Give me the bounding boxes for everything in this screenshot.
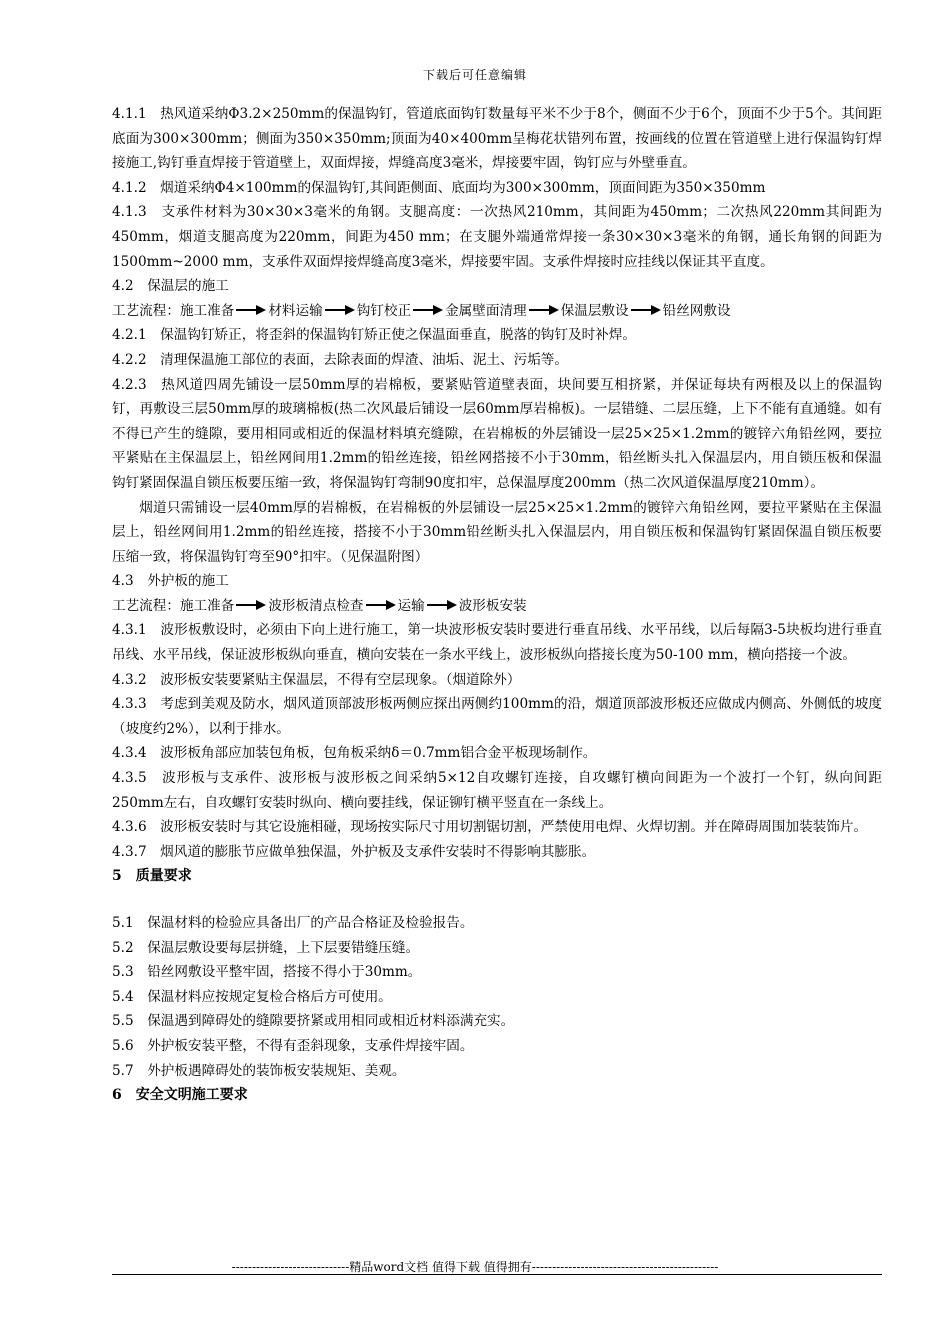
flow-step: 施工准备 — [179, 597, 235, 614]
section-5-heading: 5 质量要求 — [112, 868, 192, 885]
flow-step: 波形板清点检查 — [268, 597, 364, 614]
flow-step: 保温层敷设 — [560, 302, 629, 319]
document-body — [112, 102, 882, 1108]
flow-arrow-icon — [236, 600, 266, 610]
section-4-3-6: 4.3.6 波形板安装时与其它设施相碰，现场按实际尺寸用切割锯切割，严禁使用电焊、火焊切割。并在障碍周围加装装饰片。 — [112, 819, 868, 836]
flow-arrow-icon — [529, 305, 559, 315]
flow-step: 运输 — [397, 597, 425, 614]
footer-note: -----------------------------精品word文档 值得下载 值得拥有---------------------------------------------- — [231, 1260, 719, 1274]
quality-item: 5.3 铅丝网敷设平整牢固，搭接不得小于30mm。 — [112, 964, 422, 981]
quality-item: 5.5 保温遇到障碍处的缝隙要挤紧或用相同或相近材料添满充实。 — [112, 1013, 515, 1030]
section-6-heading: 6 安全文明施工要求 — [112, 1087, 248, 1104]
flow-arrow-icon — [631, 305, 661, 315]
quality-item: 5.2 保温层敷设要每层拼缝，上下层要错缝压缝。 — [112, 939, 420, 956]
section-4-3-1: 4.3.1 波形板敷设时，必须由下向上进行施工，第一块波形板安装时要进行垂直吊线、水平吊线，以后每隔3-5块板均进行垂直吊线、水平吊线，保证波形板纵向垂直，横向安装在一条水平线上，波形板纵向搭接长度为50-100 mm，横向搭接一个波。 — [112, 622, 882, 664]
section-4-3-title: 4.3 外护板的施工 — [112, 573, 229, 590]
section-4-2-1: 4.2.1 保温钩钉矫正，将歪斜的保温钩钉矫正使之保温面垂直，脱落的钩钉及时补焊。 — [112, 327, 636, 344]
quality-item: 5.6 外护板安装平整，不得有歪斜现象，支承件焊接牢固。 — [112, 1037, 474, 1054]
flow-arrow-icon — [427, 600, 457, 610]
quality-item: 5.4 保温材料应按规定复检合格后方可使用。 — [112, 988, 392, 1005]
section-4-3-2: 4.3.2 波形板安装要紧贴主保温层，不得有空层现象。（烟道除外） — [112, 671, 521, 688]
flow-arrow-icon — [325, 305, 355, 315]
header-note: 下载后可任意编辑 — [422, 68, 527, 82]
section-4-3-3: 4.3.3 考虑到美观及防水，烟风道顶部波形板两侧应探出两侧约100mm的沿，烟道顶部波形板还应做成内侧高、外侧低的坡度（坡度约2%），以利于排水。 — [112, 696, 882, 737]
section-4-1-1: 4.1.1 热风道采纳Φ3.2×250mm的保温钩钉，管道底面钩钉数量每平米不少于8个，侧面不少于6个，顶面不少于5个。其间距底面为300×300mm；侧面为350×350mm;顶面为40×400mm呈梅花状错列布置，按画线的位置在管道壁上进行保温钩钉焊接施工,钩钉垂直焊接于管道壁上，双面焊接，焊缝高度3毫米，焊接要牢固，钩钉应与外壁垂直。 — [112, 106, 882, 172]
quality-item: 5.7 外护板遇障碍处的装饰板安装规矩、美观。 — [112, 1062, 406, 1079]
flow-step: 铅丝网敷设 — [662, 302, 731, 319]
section-4-1-3: 4.1.3 支承件材料为30×30×3毫米的角钢。支腿高度：一次热风210mm，其间距为450mm；二次热风220mm其间距为450mm，烟道支腿高度为220mm，间距为450 mm；在支腿外端通常焊接一条30×30×3毫米的角钢，通长角钢的间距为1500mm~2000 mm，支承件双面焊接焊缝高度3毫米，焊接要牢固。支承件焊接时应挂线以保证其平直度。 — [112, 204, 882, 270]
quality-item: 5.1 保温材料的检验应具备出厂的产品合格证及检验报告。 — [112, 915, 474, 931]
section-4-2-3: 4.2.3 热风道四周先铺设一层50mm厚的岩棉板，要紧贴管道壁表面，块间要互相挤紧，并保证每块有两根及以上的保温钩钉，再敷设三层50mm厚的玻璃棉板(热二次风最后铺设一层60mm厚岩棉板)。一层错缝、二层压缝，上下不能有直通缝。如有不得已产生的缝隙，要用相同或相近的保温材料填充缝隙，在岩棉板的外层铺设一层25×25×1.2mm的镀锌六角铅丝网，要拉平紧贴在主保温层上，铅丝网间用1.2mm的铅丝连接，铅丝网搭接不小于30mm，铅丝断头扎入保温层内，用自锁压板和保温钩钉紧固保温自锁压板要压缩一致，将保温钩钉弯制90度扣牢，总保温厚度200mm（热二次风道保温厚度210mm）。 — [112, 376, 882, 491]
flow-arrow-icon — [413, 305, 443, 315]
section-4-3-7: 4.3.7 烟风道的膨胀节应做单独保温，外护板及支承件安装时不得影响其膨胀。 — [112, 843, 596, 860]
section-4-2-title: 4.2 保温层的施工 — [112, 278, 229, 295]
section-4-3-5: 4.3.5 波形板与支承件、波形板与波形板之间采纳5×12自攻螺钉连接，自攻螺钉横向间距为一个波打一个钉，纵向间距250mm左右，自攻螺钉安装时纵向、横向要挂线，保证铆钉横平竖直在一条线上。 — [112, 770, 882, 811]
flow-label: 工艺流程： — [112, 302, 180, 319]
flow-arrow-icon — [366, 600, 396, 610]
section-4-3-4: 4.3.4 波形板角部应加装包角板，包角板采纳δ＝0.7mm铝合金平板现场制作。 — [112, 745, 597, 762]
flow-step: 材料运输 — [268, 302, 323, 319]
process-flow-4-2 — [112, 299, 882, 324]
footer-rule — [112, 1274, 882, 1275]
flow-step: 波形板安装 — [458, 597, 527, 614]
flow-step: 金属壁面清理 — [445, 302, 527, 319]
flow-label: 工艺流程： — [112, 597, 180, 614]
flow-step: 钩钉校正 — [356, 302, 412, 319]
flow-arrow-icon — [236, 305, 266, 315]
process-flow-4-3 — [112, 594, 882, 619]
section-4-2-3-flue: 烟道只需铺设一层40mm厚的岩棉板，在岩棉板的外层铺设一层25×25×1.2mm的镀锌六角铅丝网，要拉平紧贴在主保温层上，铅丝网间用1.2mm的铅丝连接，搭接不小于30mm铅丝断头扎入保温层内，用自锁压板和保温钩钉紧固保温自锁压板要压缩一致，将保温钩钉弯至90°扣牢。（见保温附图） — [112, 499, 882, 565]
section-4-2-2: 4.2.2 清理保温施工部位的表面，去除表面的焊渣、油垢、泥土、污垢等。 — [112, 351, 568, 368]
section-4-1-2: 4.1.2 烟道采纳Φ4×100mm的保温钩钉,其间距侧面、底面均为300×300mm，顶面间距为350×350mm — [112, 179, 766, 196]
flow-step: 施工准备 — [179, 302, 235, 319]
